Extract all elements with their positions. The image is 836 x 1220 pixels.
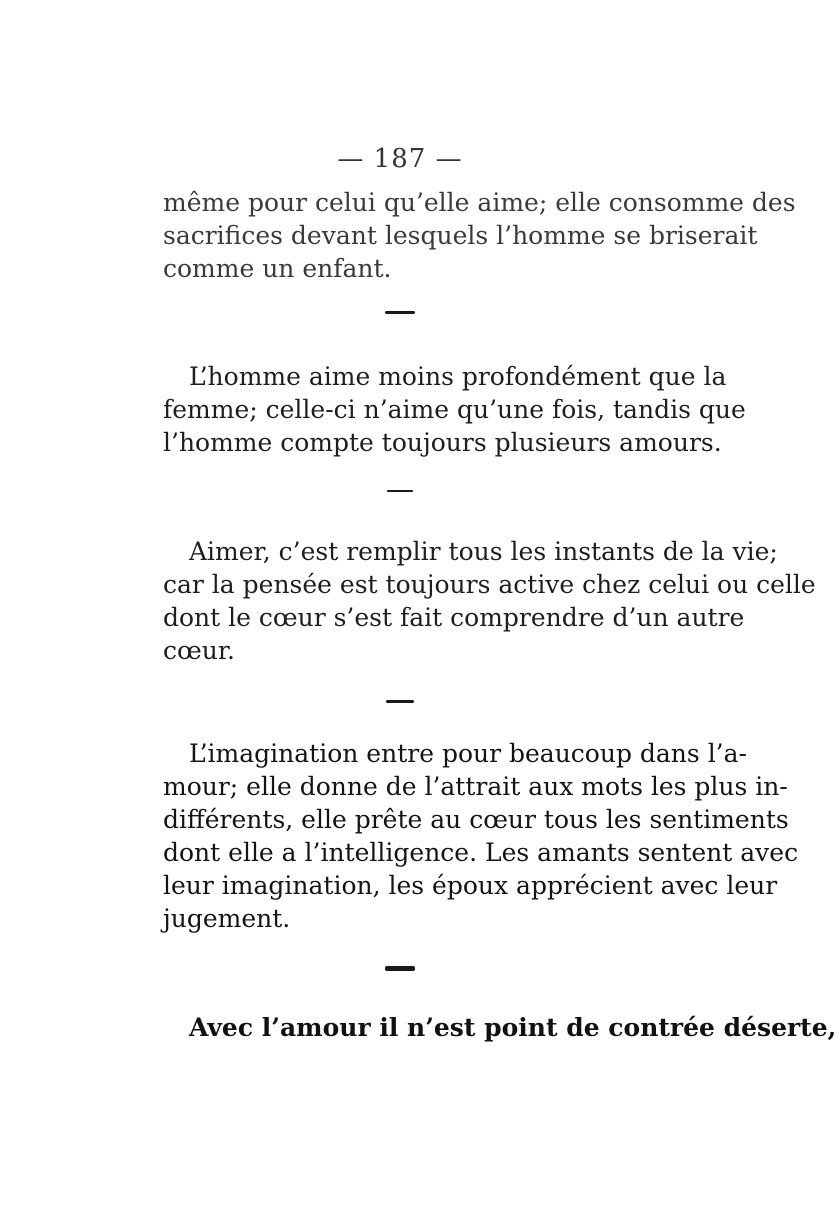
- paragraph-line: Avec l’amour il n’est point de contrée déserte,: [189, 1013, 836, 1042]
- paragraph-4: [163, 737, 799, 935]
- paragraph-line: jugement.: [163, 904, 291, 933]
- paragraph-line: L’homme aime moins profondément que la: [189, 362, 727, 391]
- section-separator: [385, 311, 415, 314]
- paragraph-line: différents, elle prête au cœur tous les sentiments: [163, 805, 789, 834]
- paragraph-line: Aimer, c’est remplir tous les instants de la vie;: [189, 537, 778, 566]
- paragraph-line: cœur.: [163, 636, 235, 665]
- paragraph-line: dont elle a l’intelligence. Les amants sentent avec: [163, 838, 799, 867]
- paragraph-line: l’homme compte toujours plusieurs amours.: [163, 428, 722, 457]
- section-separator: [386, 700, 414, 703]
- section-separator: [387, 490, 413, 492]
- paragraph-line: L’imagination entre pour beaucoup dans l’a-: [189, 739, 747, 768]
- page-number: — 187 —: [337, 144, 463, 174]
- section-separator: [385, 966, 415, 971]
- paragraph-line: dont le cœur s’est fait comprendre d’un autre: [163, 603, 745, 632]
- paragraph-line: mour; elle donne de l’attrait aux mots les plus in-: [163, 772, 788, 801]
- paragraph-line: comme un enfant.: [163, 254, 392, 283]
- paragraph-2: [163, 360, 746, 459]
- paragraph-3: [163, 535, 816, 667]
- paragraph-line: même pour celui qu’elle aime; elle consomme des: [163, 188, 796, 217]
- paragraph-1: [163, 186, 796, 285]
- paragraph-line: leur imagination, les époux apprécient avec leur: [163, 871, 778, 900]
- paragraph-line: car la pensée est toujours active chez celui ou celle: [163, 570, 816, 599]
- paragraph-line: sacrifices devant lesquels l’homme se briserait: [163, 221, 758, 250]
- paragraph-5: [163, 1011, 836, 1044]
- paragraph-line: femme; celle-ci n’aime qu’une fois, tandis que: [163, 395, 746, 424]
